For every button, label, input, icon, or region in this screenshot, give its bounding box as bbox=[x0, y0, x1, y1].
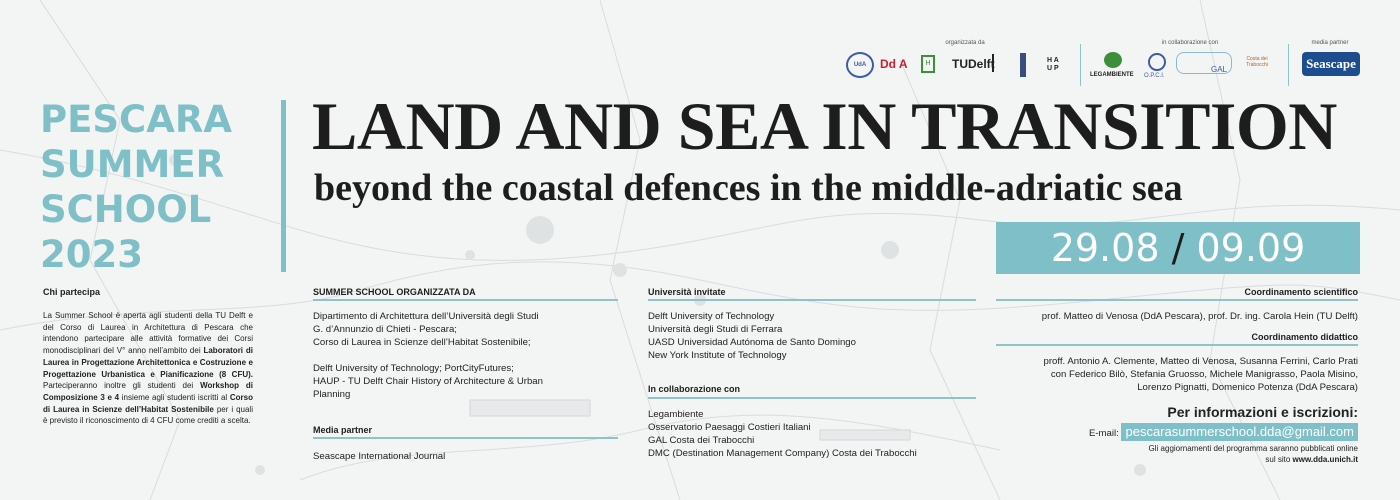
info-note-2 bbox=[1149, 454, 1358, 465]
media-partner-text: Seascape International Journal bbox=[313, 451, 446, 462]
coord-didattico-rule bbox=[996, 344, 1358, 346]
coord-didattico-line: Lorenzo Pignatti, Domenico Potenza (DdA Pescara) bbox=[1137, 382, 1358, 393]
universita-list bbox=[648, 310, 856, 362]
coord-didattico-text bbox=[1044, 355, 1358, 394]
collaborazione-list bbox=[648, 408, 917, 460]
uda-logo: UdA bbox=[846, 52, 874, 78]
portcity-logo bbox=[992, 54, 1008, 72]
organizzata-line: G. d’Annunzio di Chieti - Pescara; bbox=[313, 324, 457, 335]
collaborazione-item: DMC (Destination Management Company) Costa dei Trabocchi bbox=[648, 448, 917, 459]
coord-didattico-line: proff. Antonio A. Clemente, Matteo di Venosa, Susanna Ferrini, Carlo Prati bbox=[1043, 356, 1358, 367]
opci-logo: O.P.C.I. bbox=[1144, 73, 1165, 79]
media-caption: media partner bbox=[1311, 40, 1349, 46]
date-start: 29.08 bbox=[1050, 226, 1160, 270]
info-note-1: Gli aggiornamenti del programma saranno pubblicati online bbox=[1148, 444, 1358, 453]
email-label: E-mail: bbox=[1088, 428, 1119, 439]
collaborazione-item: GAL Costa dei Trabocchi bbox=[648, 435, 755, 446]
organizzata-heading: SUMMER SCHOOL ORGANIZZATA DA bbox=[313, 287, 476, 297]
universita-rule bbox=[648, 299, 976, 301]
legambiente-mark-icon bbox=[1104, 52, 1122, 68]
media-partner-heading: Media partner bbox=[313, 425, 373, 435]
school-line-2: SUMMER bbox=[40, 143, 225, 186]
universita-item: New York Institute of Technology bbox=[648, 350, 787, 361]
date-separator: / bbox=[1171, 226, 1185, 270]
universita-item: Delft University of Technology bbox=[648, 311, 775, 322]
universita-item: Università degli Studi di Ferrara bbox=[648, 324, 783, 335]
green-logo: H bbox=[921, 55, 935, 73]
coord-didattico-line: con Federico Bilò, Stefania Gruosso, Michele Manigrasso, Paola Misino, bbox=[1050, 369, 1358, 380]
coord-scientifico-line: prof. Matteo di Venosa (DdA Pescara), prof. Dr. ing. Carola Hein (TU Delft) bbox=[1041, 311, 1358, 322]
main-title: LAND AND SEA IN TRANSITION bbox=[312, 88, 1337, 164]
universita-item: UASD Universidad Autónoma de Santo Domingo bbox=[648, 337, 856, 348]
collab-caption: in collaborazione con bbox=[1161, 40, 1219, 46]
costa-trabocchi-logo: Costa dei Trabocchi bbox=[1246, 56, 1268, 68]
coord-scientifico-rule bbox=[996, 299, 1358, 301]
collaborazione-heading: In collaborazione con bbox=[648, 384, 741, 394]
column-logo bbox=[1020, 53, 1026, 77]
school-line-4: 2023 bbox=[40, 233, 143, 276]
dda-logo: Dd A bbox=[880, 57, 908, 71]
school-title bbox=[40, 97, 270, 277]
chi-partecipa-text: La Summer School è aperta agli studenti della TU Delft e del Corso di Laurea in Architettura di Pescara che intendono partecipare alle attività formative dei Corsi monodisciplinari del V° anno nell’ambito dei Laboratori di Laurea in Progettazione Architettonica e Costruzione e Progettazione Urbanistica e Pianificazione (8 CFU). Parteciperanno inoltre gli studenti dei Workshop di Composizione 3 e 4 insieme agli studenti iscritti al Corso di Laurea in Scienze dell’Habitat Sostenibile per i quali è previsto il riconoscimento di 4 CFU come crediti a scelta. bbox=[43, 311, 254, 426]
chi-partecipa-heading: Chi partecipa bbox=[43, 287, 101, 297]
info-notes bbox=[1149, 443, 1358, 465]
collaborazione-rule bbox=[648, 397, 976, 399]
coord-didattico-heading: Coordinamento didattico bbox=[1251, 332, 1358, 342]
coord-scientifico-heading: Coordinamento scientifico bbox=[1244, 287, 1358, 297]
coord-scientifico-text bbox=[1042, 310, 1358, 323]
sub-title: beyond the coastal defences in the middle-adriatic sea bbox=[314, 167, 1183, 209]
organized-caption: organizzata da bbox=[945, 40, 985, 46]
universita-heading: Università invitate bbox=[648, 287, 726, 297]
gal-logo: GAL bbox=[1176, 52, 1232, 74]
organizzata-line: Corso di Laurea in Scienze dell’Habitat Sostenibile; bbox=[313, 337, 531, 348]
collaborazione-item: Legambiente bbox=[648, 409, 704, 420]
organizzata-line bbox=[313, 349, 543, 362]
email-link[interactable]: pescarasummerschool.dda@gmail.com bbox=[1121, 423, 1358, 441]
collaborazione-item: Osservatorio Paesaggi Costieri Italiani bbox=[648, 422, 811, 433]
dates-banner bbox=[996, 222, 1360, 274]
date-end: 09.09 bbox=[1196, 226, 1306, 270]
organizzata-line: Delft University of Technology; PortCityFutures; bbox=[313, 363, 514, 374]
school-line-1: PESCARA bbox=[40, 98, 232, 141]
organizzata-line: Planning bbox=[313, 389, 351, 400]
website-link[interactable]: www.dda.unich.it bbox=[1292, 455, 1358, 464]
organizzata-list bbox=[313, 310, 543, 401]
haup-logo: H A U P bbox=[1047, 57, 1059, 72]
tudelft-logo: TUDelft bbox=[952, 57, 995, 71]
media-separator bbox=[1288, 44, 1289, 86]
organizzata-rule bbox=[313, 299, 618, 301]
media-partner-rule bbox=[313, 437, 618, 439]
logo-separator bbox=[1080, 44, 1081, 86]
opci-mark-icon bbox=[1148, 53, 1166, 71]
organizzata-line: Dipartimento di Architettura dell’Università degli Studi bbox=[313, 311, 539, 322]
seascape-logo: Seascape bbox=[1302, 52, 1360, 76]
organizzata-line: HAUP - TU Delft Chair History of Architecture & Urban bbox=[313, 376, 543, 387]
email-row bbox=[1089, 423, 1358, 443]
title-divider bbox=[281, 100, 286, 272]
info-heading: Per informazioni e iscrizioni: bbox=[1167, 404, 1358, 420]
info-note-2-prefix: sul sito bbox=[1265, 455, 1293, 464]
legambiente-logo: LEGAMBIENTE bbox=[1090, 72, 1134, 78]
school-line-3: SCHOOL bbox=[40, 188, 212, 231]
